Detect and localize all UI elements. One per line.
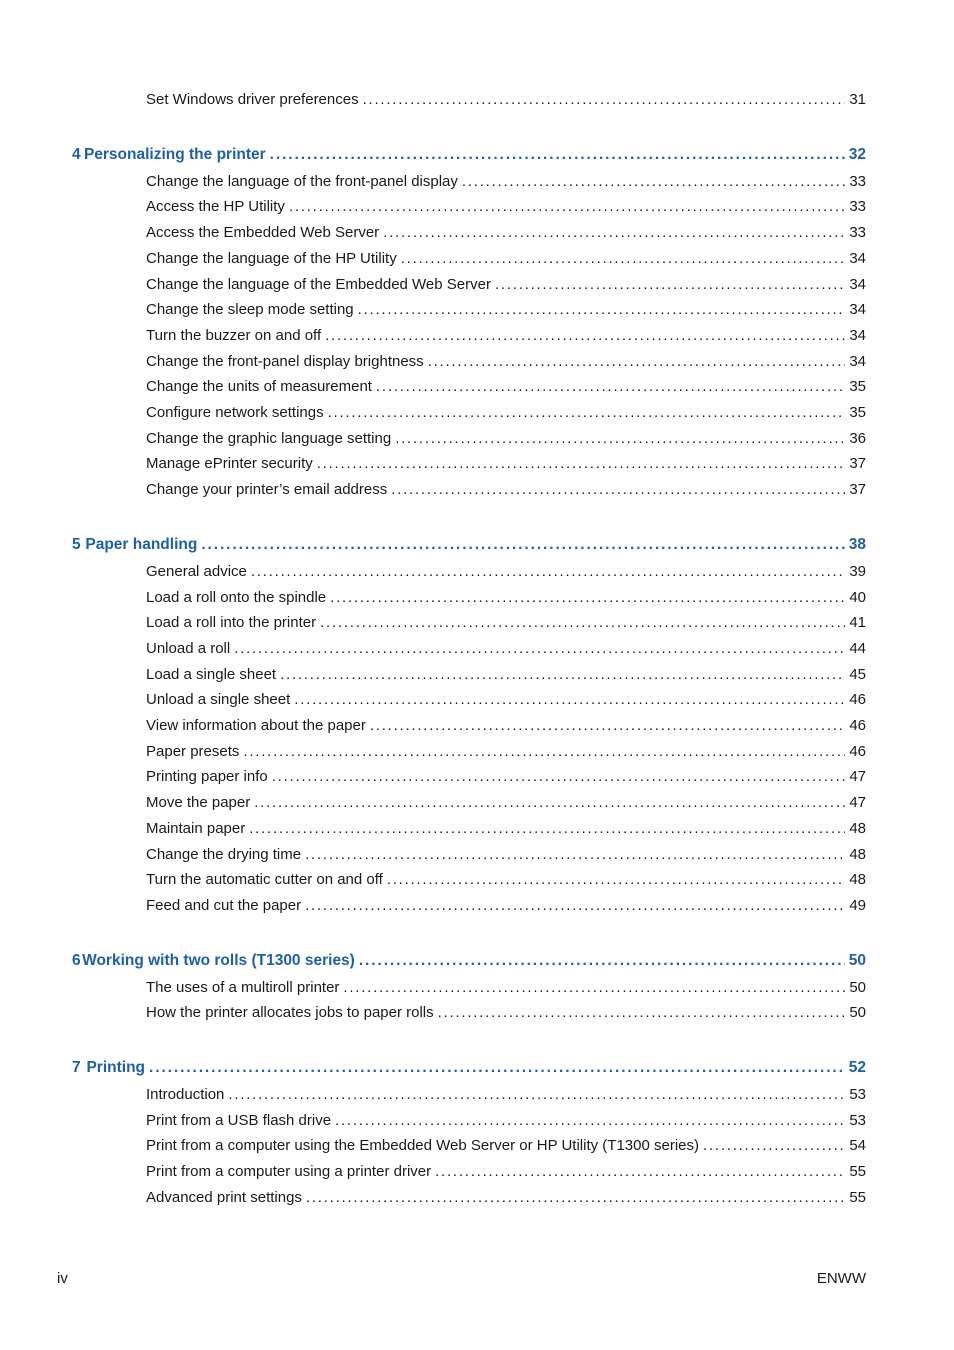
toc-entry-row[interactable] bbox=[146, 743, 866, 760]
entry-title: Access the Embedded Web Server bbox=[146, 224, 380, 242]
dot-leader bbox=[305, 846, 845, 863]
dot-leader bbox=[243, 743, 845, 760]
toc-entry-row[interactable] bbox=[146, 563, 866, 580]
entry-title: Change the drying time bbox=[146, 845, 302, 863]
entry-title: Introduction bbox=[146, 1086, 225, 1103]
dot-leader bbox=[325, 327, 845, 344]
entry-title: Maintain paper bbox=[146, 819, 246, 837]
toc-entry-row[interactable] bbox=[146, 1086, 866, 1103]
page-ref: 47 bbox=[849, 768, 866, 786]
page-ref: 48 bbox=[849, 871, 866, 889]
entry-title: Load a roll onto the spindle bbox=[146, 588, 327, 606]
toc-entry-row[interactable] bbox=[146, 1004, 866, 1021]
page-ref: 44 bbox=[849, 639, 866, 657]
toc-entry-row[interactable] bbox=[146, 276, 866, 293]
page-ref: 45 bbox=[849, 665, 866, 683]
toc-entry-row[interactable] bbox=[146, 691, 866, 708]
toc-entry-row[interactable] bbox=[146, 820, 866, 837]
entry-title: Unload a roll bbox=[146, 639, 231, 657]
entry-title: View information about the paper bbox=[146, 717, 366, 734]
toc-entry-row[interactable] bbox=[146, 794, 866, 811]
dot-leader bbox=[305, 897, 845, 914]
dot-leader bbox=[495, 276, 845, 293]
dot-leader bbox=[359, 952, 845, 970]
toc-chapter-row[interactable] bbox=[72, 952, 866, 970]
toc-entry-row[interactable] bbox=[146, 846, 866, 863]
dot-leader bbox=[358, 301, 846, 318]
page-ref: 48 bbox=[849, 845, 866, 863]
chapter-title: Paper handling bbox=[85, 535, 198, 553]
page-ref: 55 bbox=[849, 1188, 866, 1206]
entry-title: The uses of a multiroll printer bbox=[146, 978, 340, 996]
entry-title: Change the language of the Embedded Web Server bbox=[146, 275, 491, 293]
page-ref: 33 bbox=[849, 198, 866, 216]
toc-entry-row[interactable] bbox=[146, 768, 866, 785]
toc-entry-row[interactable] bbox=[146, 871, 866, 888]
page-ref: 38 bbox=[848, 535, 866, 553]
dot-leader bbox=[363, 91, 846, 108]
dot-leader bbox=[395, 430, 845, 447]
entry-title: Change the language of the front-panel display bbox=[146, 172, 458, 190]
entry-title: General advice bbox=[146, 562, 247, 580]
entry-title: Configure network settings bbox=[146, 404, 324, 421]
toc-entry-row[interactable] bbox=[146, 378, 866, 395]
dot-leader bbox=[376, 378, 845, 395]
entry-title: Load a single sheet bbox=[146, 665, 277, 683]
page-ref: 34 bbox=[849, 301, 866, 319]
page-ref: 33 bbox=[849, 172, 866, 190]
dot-leader bbox=[335, 1112, 845, 1129]
dot-leader bbox=[294, 691, 845, 708]
page-ref: 31 bbox=[849, 91, 866, 108]
dot-leader bbox=[249, 820, 845, 837]
page-ref: 39 bbox=[849, 562, 866, 580]
page-ref: 33 bbox=[849, 224, 866, 242]
toc-entry-row[interactable] bbox=[146, 455, 866, 472]
page-ref: 40 bbox=[849, 588, 866, 606]
dot-leader bbox=[401, 250, 846, 267]
page-ref: 34 bbox=[849, 275, 866, 293]
dot-leader bbox=[328, 404, 846, 421]
entry-title: Move the paper bbox=[146, 794, 251, 812]
toc-entry-row[interactable] bbox=[146, 404, 866, 421]
page-ref: 46 bbox=[849, 717, 866, 734]
page-ref: 55 bbox=[849, 1163, 866, 1181]
dot-leader bbox=[306, 1189, 845, 1206]
page-ref: 37 bbox=[849, 455, 866, 473]
chapter-number: 6 bbox=[72, 951, 81, 969]
toc-entry-row[interactable] bbox=[146, 353, 866, 370]
toc-entry-row[interactable] bbox=[146, 640, 866, 657]
entry-title: How the printer allocates jobs to paper rolls bbox=[146, 1004, 434, 1022]
dot-leader bbox=[272, 768, 846, 785]
dot-leader bbox=[438, 1004, 846, 1021]
page-number: iv bbox=[57, 1270, 68, 1287]
entry-title: Turn the buzzer on and off bbox=[146, 326, 322, 344]
entry-title: Change the units of measurement bbox=[146, 378, 372, 396]
toc-chapter-row[interactable] bbox=[72, 1059, 866, 1077]
page-ref: 48 bbox=[849, 819, 866, 837]
entry-title: Change the front-panel display brightness bbox=[146, 352, 424, 370]
toc-entry-row[interactable] bbox=[146, 589, 866, 606]
dot-leader bbox=[391, 481, 845, 498]
dot-leader bbox=[254, 794, 845, 811]
toc-entry-row[interactable] bbox=[146, 301, 866, 318]
toc-chapter-row[interactable] bbox=[72, 536, 866, 554]
dot-leader bbox=[289, 198, 845, 215]
toc-entry-row[interactable] bbox=[146, 198, 866, 215]
page-ref: 50 bbox=[848, 951, 866, 969]
dot-leader bbox=[370, 717, 845, 734]
toc-entry-row[interactable] bbox=[146, 173, 866, 190]
dot-leader bbox=[201, 536, 844, 554]
chapter-number: 5 bbox=[72, 535, 81, 553]
toc-entry-row[interactable] bbox=[146, 1137, 866, 1154]
page-ref: 37 bbox=[849, 481, 866, 499]
page-ref: 35 bbox=[849, 404, 866, 421]
dot-leader bbox=[149, 1059, 845, 1077]
page-ref: 52 bbox=[848, 1059, 866, 1076]
page-ref: 34 bbox=[849, 249, 866, 267]
toc-entry-row[interactable] bbox=[146, 1163, 866, 1180]
toc-entry-row[interactable] bbox=[146, 481, 866, 498]
page-ref: 50 bbox=[849, 978, 866, 996]
toc-entry-row[interactable] bbox=[146, 250, 866, 267]
entry-title: Advanced print settings bbox=[146, 1188, 302, 1206]
dot-leader bbox=[387, 871, 846, 888]
entry-title: Unload a single sheet bbox=[146, 691, 291, 709]
entry-title: Manage ePrinter security bbox=[146, 455, 313, 473]
dot-leader bbox=[251, 563, 845, 580]
page-ref: 53 bbox=[849, 1111, 866, 1129]
dot-leader bbox=[435, 1163, 845, 1180]
toc-entry-row[interactable] bbox=[146, 614, 866, 631]
entry-title: Print from a computer using the Embedded Web Server or HP Utility (T1300 series) bbox=[146, 1137, 700, 1155]
toc-entry-row[interactable] bbox=[146, 666, 866, 683]
page-ref: 41 bbox=[849, 614, 866, 632]
chapter-title: Personalizing the printer bbox=[83, 145, 266, 163]
dot-leader bbox=[330, 589, 845, 606]
toc-entry-row[interactable] bbox=[146, 1112, 866, 1129]
dot-leader bbox=[428, 353, 846, 370]
chapter-title: Printing bbox=[86, 1059, 146, 1076]
page-ref: 36 bbox=[849, 429, 866, 447]
entry-title: Change the graphic language setting bbox=[146, 429, 392, 447]
chapter-title: Working with two rolls (T1300 series) bbox=[82, 951, 355, 969]
footer-label: ENWW bbox=[816, 1270, 866, 1287]
entry-title: Printing paper info bbox=[146, 768, 268, 786]
entry-title: Set Windows driver preferences bbox=[146, 91, 359, 108]
toc-entry-row[interactable] bbox=[146, 224, 866, 241]
dot-leader bbox=[703, 1137, 845, 1154]
entry-title: Print from a USB flash drive bbox=[146, 1111, 332, 1129]
entry-title: Print from a computer using a printer driver bbox=[146, 1163, 432, 1181]
dot-leader bbox=[320, 614, 845, 631]
page-ref: 34 bbox=[849, 352, 866, 370]
dot-leader bbox=[317, 455, 846, 472]
page-ref: 32 bbox=[848, 145, 866, 163]
chapter-number: 4 bbox=[72, 145, 81, 163]
page-ref: 49 bbox=[849, 896, 866, 914]
entry-title: Access the HP Utility bbox=[146, 198, 285, 216]
dot-leader bbox=[280, 666, 845, 683]
toc-entry-row[interactable] bbox=[146, 327, 866, 344]
toc-entry-row[interactable] bbox=[146, 717, 866, 734]
toc-entry-row[interactable] bbox=[146, 979, 866, 996]
dot-leader bbox=[343, 979, 845, 996]
toc-entry-row[interactable] bbox=[146, 91, 866, 108]
entry-title: Change your printer’s email address bbox=[146, 481, 388, 499]
entry-title: Paper presets bbox=[146, 742, 240, 760]
page-ref: 53 bbox=[849, 1086, 866, 1103]
page-ref: 54 bbox=[849, 1137, 866, 1155]
dot-leader bbox=[462, 173, 845, 190]
page-ref: 46 bbox=[849, 742, 866, 760]
page-ref: 34 bbox=[849, 326, 866, 344]
toc-entry-row[interactable] bbox=[146, 1189, 866, 1206]
page-ref: 46 bbox=[849, 691, 866, 709]
page-ref: 35 bbox=[849, 378, 866, 396]
dot-leader bbox=[234, 640, 845, 657]
entry-title: Turn the automatic cutter on and off bbox=[146, 871, 383, 889]
dot-leader bbox=[228, 1086, 845, 1103]
dot-leader bbox=[270, 146, 845, 164]
toc-entry-row[interactable] bbox=[146, 430, 866, 447]
entry-title: Change the language of the HP Utility bbox=[146, 249, 397, 267]
entry-title: Load a roll into the printer bbox=[146, 614, 317, 632]
page-ref: 47 bbox=[849, 794, 866, 812]
entry-title: Feed and cut the paper bbox=[146, 896, 302, 914]
page-ref: 50 bbox=[849, 1004, 866, 1022]
dot-leader bbox=[383, 224, 845, 241]
toc-chapter-row[interactable] bbox=[72, 146, 866, 164]
toc-entry-row[interactable] bbox=[146, 897, 866, 914]
chapter-number: 7 bbox=[72, 1059, 81, 1076]
entry-title: Change the sleep mode setting bbox=[146, 301, 354, 319]
